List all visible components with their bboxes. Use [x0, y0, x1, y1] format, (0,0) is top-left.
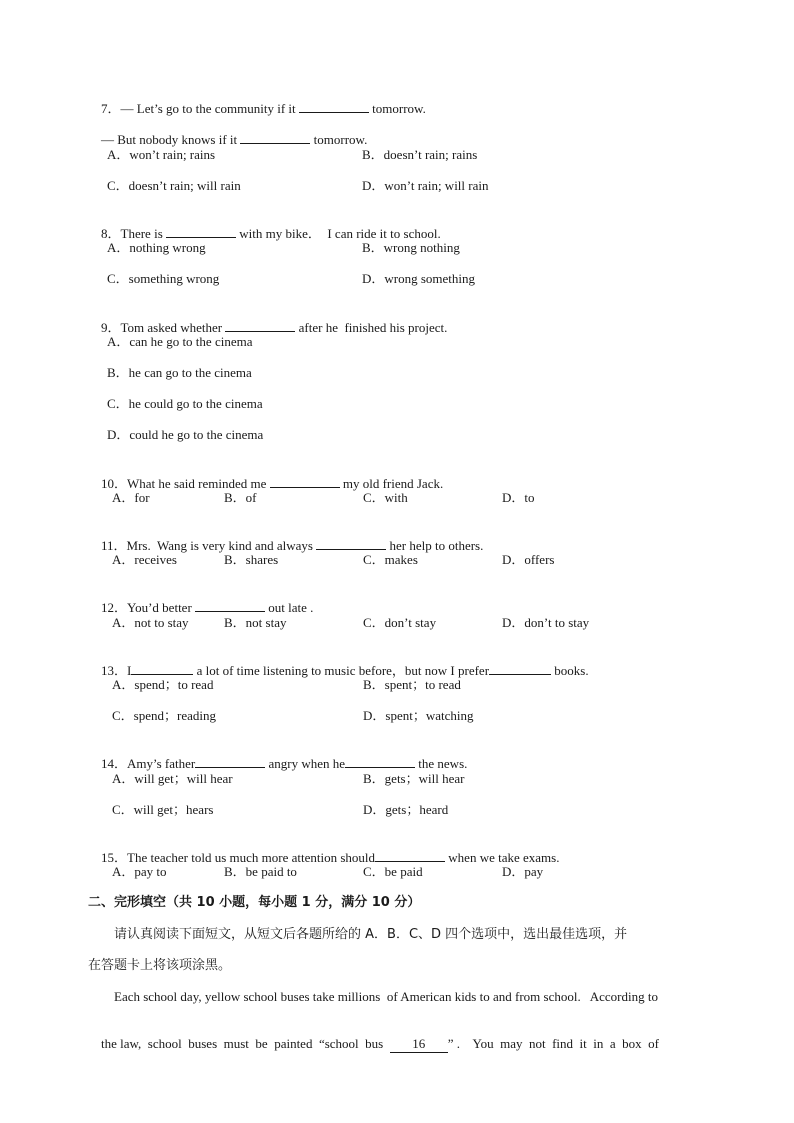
question-number: 12．: [101, 600, 128, 615]
option-a: A．spend；to read: [112, 677, 214, 692]
option-d: D．wrong something: [362, 271, 476, 286]
option-d: D．pay: [502, 864, 544, 879]
passage-line-2: the law, school buses must be painted “school bus 16 ” . You may not find it in a box of: [101, 1036, 659, 1051]
answer-blank: [345, 755, 415, 768]
option-d: D．don’t to stay: [502, 615, 590, 630]
answer-blank: [270, 475, 340, 488]
option-b: B．he can go to the cinema: [107, 365, 252, 380]
question-number: 14．: [101, 756, 128, 771]
question-7: 7．— Let’s go to the community if it tomorrow.: [101, 101, 426, 116]
option-b: B．be paid to: [224, 864, 297, 879]
question-8: 8．There is with my bike． I can ride it to school.: [101, 226, 441, 241]
question-13: 13．I a lot of time listening to music before，but now I prefer books.: [101, 663, 589, 678]
answer-blank: [225, 319, 295, 332]
option-c: C．spend；reading: [112, 708, 216, 723]
question-number: 7．: [101, 101, 121, 116]
question-number: 9．: [101, 320, 121, 335]
option-c: C．with: [363, 490, 408, 505]
answer-blank: [195, 599, 265, 612]
option-a: A．nothing wrong: [107, 240, 206, 255]
answer-blank: [375, 849, 445, 862]
answer-blank: [166, 225, 236, 238]
answer-blank: [240, 131, 310, 144]
question-15: 15．The teacher told us much more attention should when we take exams.: [101, 850, 560, 865]
question-14: 14．Amy’s father angry when he the news.: [101, 756, 468, 771]
option-a: A．won’t rain; rains: [107, 147, 216, 162]
option-d: D．spent；watching: [363, 708, 474, 723]
answer-blank: [195, 755, 265, 768]
option-c: C．makes: [363, 552, 418, 567]
question-11: 11．Mrs. Wang is very kind and always her help to others.: [101, 538, 484, 553]
section-instruction: 请认真阅读下面短文，从短文后各题所给的 A．B．C、D 四个选项中，选出最佳选项，并: [114, 927, 628, 942]
option-d: D．gets；heard: [363, 802, 449, 817]
option-c: C．doesn’t rain; will rain: [107, 178, 241, 193]
option-c: C．be paid: [363, 864, 423, 879]
option-c: C．he could go to the cinema: [107, 396, 263, 411]
option-d: D．won’t rain; will rain: [362, 178, 489, 193]
option-a: A．receives: [112, 552, 177, 567]
option-c: C．will get；hears: [112, 802, 214, 817]
answer-blank: [131, 662, 193, 675]
question-number: 15．: [101, 850, 128, 865]
option-d: D．could he go to the cinema: [107, 427, 264, 442]
option-a: A．will get；will hear: [112, 771, 233, 786]
question-10: 10．What he said reminded me my old friend Jack.: [101, 476, 444, 491]
option-d: D．offers: [502, 552, 555, 567]
answer-blank: [299, 100, 369, 113]
section-instruction-cont: 在答题卡上将该项涂黑。: [88, 958, 232, 973]
option-a: A．can he go to the cinema: [107, 334, 253, 349]
question-12: 12．You’d better out late .: [101, 600, 314, 615]
option-b: B．not stay: [224, 615, 287, 630]
option-d: D．to: [502, 490, 535, 505]
option-b: B．wrong nothing: [362, 240, 460, 255]
option-b: B．doesn’t rain; rains: [362, 147, 478, 162]
option-a: A．pay to: [112, 864, 167, 879]
question-number: 11．: [101, 538, 127, 553]
question-number: 13．: [101, 663, 128, 678]
option-b: B．gets；will hear: [363, 771, 465, 786]
question-9: 9．Tom asked whether after he finished his project.: [101, 320, 448, 335]
answer-blank: [489, 662, 551, 675]
answer-blank: [316, 537, 386, 550]
question-number: 10．: [101, 476, 128, 491]
option-b: B．of: [224, 490, 257, 505]
option-c: C．don’t stay: [363, 615, 437, 630]
passage-line-1: Each school day, yellow school buses take millions of American kids to and from school. According to: [114, 989, 658, 1004]
option-c: C．something wrong: [107, 271, 220, 286]
option-a: A．for: [112, 490, 150, 505]
question-7-line-2: — But nobody knows if it tomorrow.: [101, 132, 368, 147]
section-heading: 二、完形填空（共 10 小题，每小题 1 分，满分 10 分）: [88, 895, 421, 910]
option-a: A．not to stay: [112, 615, 189, 630]
question-number: 8．: [101, 226, 121, 241]
option-b: B．spent；to read: [363, 677, 461, 692]
option-b: B．shares: [224, 552, 279, 567]
cloze-blank-16: 16: [390, 1036, 448, 1053]
